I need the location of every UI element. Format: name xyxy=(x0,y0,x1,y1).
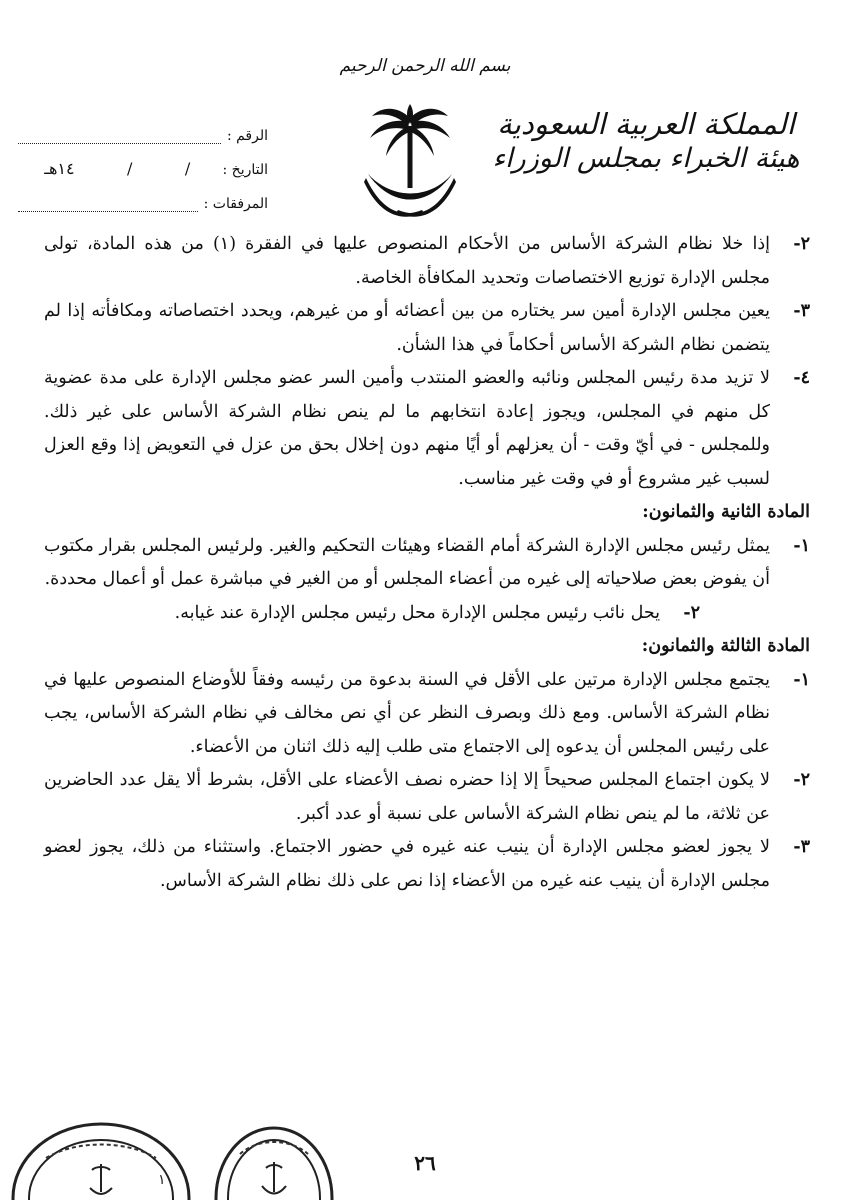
issuer-heading xyxy=(476,106,816,176)
item-number: ٣- xyxy=(793,301,810,321)
item-text: يحل نائب رئيس مجلس الإدارة محل رئيس مجلس الإدارة عند غيابه. xyxy=(174,602,660,623)
date-slash-1: / xyxy=(184,159,191,178)
reference-line xyxy=(18,129,221,144)
list-item xyxy=(44,295,810,362)
item-number: ١- xyxy=(793,669,810,690)
seal-stamp-icon xyxy=(210,1118,338,1200)
basmala: بسم الله الرحمن الرحيم xyxy=(339,56,511,76)
item-number: ٢- xyxy=(793,234,810,254)
list-item xyxy=(44,228,810,295)
item-text: لا يجوز لعضو مجلس الإدارة أن ينيب عنه غيره في حضور الاجتماع. واستثناء من ذلك، يجوز لعضو مجلس الإدارة أن ينيب عنه غيره من الأعضاء إذا نص على ذلك نظام الشركة الأساس. xyxy=(44,837,770,891)
list-item xyxy=(44,664,810,765)
date-slash-2: / xyxy=(127,159,133,178)
reference-row xyxy=(18,110,268,144)
list-item xyxy=(44,530,810,597)
attachments-row xyxy=(18,178,268,212)
item-text: يمثل رئيس مجلس الإدارة الشركة أمام القضاء وهيئات التحكيم والغير. ولرئيس المجلس بقرار مكتوب أن يفوض بعض صلاحياته إلى غيره من أعضاء المجلس أو من الغير في مباشرة عمل أو أعمال محددة. xyxy=(44,535,770,589)
reference-block xyxy=(18,110,268,212)
item-text: يجتمع مجلس الإدارة مرتين على الأقل في السنة بدعوة من رئيسه وفقاً للأوضاع المنصوص عليها في نظام الشركة الأساس. ومع ذلك وبصرف النظر عن أي نص مخالف في نظام الشركة الأساس، يجب على رئيس المجلس أن يدعوه إلى الاجتماع متى طلب إليه ذلك اثنان من الأعضاء. xyxy=(44,669,770,757)
item-number: ٤- xyxy=(793,368,810,388)
document-body xyxy=(44,228,810,898)
date-year-suffix: ١٤هـ xyxy=(44,159,75,178)
palm-swords-emblem-icon xyxy=(362,100,458,226)
list-item xyxy=(44,764,810,831)
item-text: إذا خلا نظام الشركة الأساس من الأحكام المنصوص عليها في الفقرة (١) من هذه المادة، تولى مجلس الإدارة توزيع الاختصاصات وتحديد المكافأة الخاصة. xyxy=(44,234,770,288)
item-number: ٣- xyxy=(793,837,810,857)
article-heading: المادة الثانية والثمانون: xyxy=(642,502,810,522)
article-heading: المادة الثالثة والثمانون: xyxy=(641,636,810,656)
list-item xyxy=(44,597,810,631)
page-number: ٢٦ xyxy=(414,1151,436,1175)
date-row xyxy=(18,144,268,178)
attachments-line xyxy=(18,197,198,212)
kingdom-name: المملكة العربية السعودية xyxy=(497,107,795,141)
item-number: ١- xyxy=(793,535,810,556)
list-item xyxy=(44,362,810,496)
item-number: ٢- xyxy=(683,602,700,623)
authority-name: هيئة الخبراء بمجلس الوزراء xyxy=(492,143,800,175)
seal-number: ١ xyxy=(158,1172,166,1188)
seal-stamp-icon xyxy=(6,1118,196,1200)
item-text: لا يكون اجتماع المجلس صحيحاً إلا إذا حضره نصف الأعضاء على الأقل، بشرط ألا يقل عدد الحاضرين عن ثلاثة، ما لم ينص نظام الشركة الأساس على نسبة أو عدد أكبر. xyxy=(44,770,770,824)
date-field xyxy=(18,159,216,178)
list-item xyxy=(44,831,810,898)
reference-label: الرقم : xyxy=(226,128,268,144)
date-label: التاريخ : xyxy=(222,162,268,178)
item-number: ٢- xyxy=(793,770,810,790)
item-text: لا تزيد مدة رئيس المجلس ونائبه والعضو المنتدب وأمين السر عضو مجلس الإدارة على مدة عضوية كل منهم في المجلس، ويجوز إعادة انتخابهم ما لم ينص نظام الشركة الأساس على غير ذلك. وللمجلس - في أيّ وقت - أن يعزلهم أو أيًا منهم دون إخلال بحق من عزل في التعويض إذا وقع العزل لسبب غير مشروع أو في وقت غير مناسب. xyxy=(44,368,770,489)
attachments-label: المرفقات : xyxy=(203,196,268,212)
item-text: يعين مجلس الإدارة أمين سر يختاره من بين أعضائه أو من غيرهم، ويحدد اختصاصاته ومكافأته إذا لم يتضمن نظام الشركة الأساس أحكاماً في هذا الشأن. xyxy=(44,301,770,355)
